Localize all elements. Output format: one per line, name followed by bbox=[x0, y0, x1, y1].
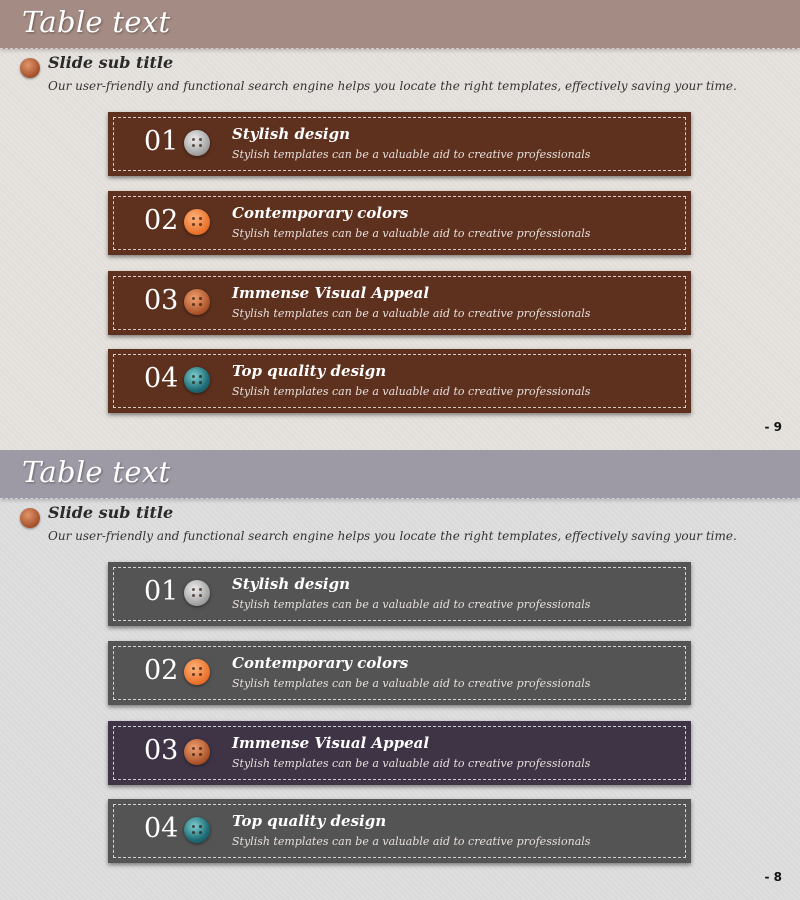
list-item bbox=[108, 641, 691, 705]
title-bar bbox=[0, 450, 800, 499]
item-title: Immense Visual Appeal bbox=[232, 284, 430, 302]
item-number: 04 bbox=[144, 813, 179, 844]
slide-title: Table text bbox=[22, 5, 171, 39]
item-title: Top quality design bbox=[232, 812, 387, 830]
title-bar bbox=[0, 0, 800, 49]
item-number: 01 bbox=[144, 576, 179, 607]
slide-description: Our user-friendly and functional search engine helps you locate the right templates, effectively saving your time. bbox=[48, 529, 737, 543]
item-description: Stylish templates can be a valuable aid to creative professionals bbox=[232, 227, 591, 240]
page-number: - 8 bbox=[764, 870, 782, 884]
slide-subtitle: Slide sub title bbox=[48, 503, 174, 522]
item-title: Contemporary colors bbox=[232, 654, 409, 672]
item-description: Stylish templates can be a valuable aid to creative professionals bbox=[232, 757, 591, 770]
list-item bbox=[108, 112, 691, 176]
item-title: Stylish design bbox=[232, 125, 351, 143]
item-number: 02 bbox=[144, 205, 179, 236]
item-number: 03 bbox=[144, 285, 179, 316]
teal-button-icon bbox=[184, 817, 210, 843]
item-description: Stylish templates can be a valuable aid to creative professionals bbox=[232, 385, 591, 398]
silver-button-icon bbox=[184, 580, 210, 606]
orange-button-icon bbox=[184, 209, 210, 235]
list-item bbox=[108, 721, 691, 785]
teal-button-icon bbox=[184, 367, 210, 393]
list-item bbox=[108, 349, 691, 413]
item-number: 04 bbox=[144, 363, 179, 394]
item-description: Stylish templates can be a valuable aid to creative professionals bbox=[232, 598, 591, 611]
item-number: 02 bbox=[144, 655, 179, 686]
slide-subtitle: Slide sub title bbox=[48, 53, 174, 72]
item-description: Stylish templates can be a valuable aid to creative professionals bbox=[232, 307, 591, 320]
slide-8 bbox=[0, 450, 800, 900]
item-number: 01 bbox=[144, 126, 179, 157]
subtitle-button-icon bbox=[20, 58, 40, 78]
item-description: Stylish templates can be a valuable aid to creative professionals bbox=[232, 677, 591, 690]
item-description: Stylish templates can be a valuable aid to creative professionals bbox=[232, 148, 591, 161]
copper-button-icon bbox=[184, 739, 210, 765]
item-number: 03 bbox=[144, 735, 179, 766]
item-description: Stylish templates can be a valuable aid to creative professionals bbox=[232, 835, 591, 848]
list-item bbox=[108, 271, 691, 335]
item-title: Immense Visual Appeal bbox=[232, 734, 430, 752]
list-item bbox=[108, 799, 691, 863]
orange-button-icon bbox=[184, 659, 210, 685]
subtitle-button-icon bbox=[20, 508, 40, 528]
item-title: Stylish design bbox=[232, 575, 351, 593]
list-item bbox=[108, 562, 691, 626]
item-title: Contemporary colors bbox=[232, 204, 409, 222]
silver-button-icon bbox=[184, 130, 210, 156]
slide-title: Table text bbox=[22, 455, 171, 489]
item-title: Top quality design bbox=[232, 362, 387, 380]
slide-description: Our user-friendly and functional search engine helps you locate the right templates, effectively saving your time. bbox=[48, 79, 737, 93]
page-number: - 9 bbox=[764, 420, 782, 434]
copper-button-icon bbox=[184, 289, 210, 315]
list-item bbox=[108, 191, 691, 255]
